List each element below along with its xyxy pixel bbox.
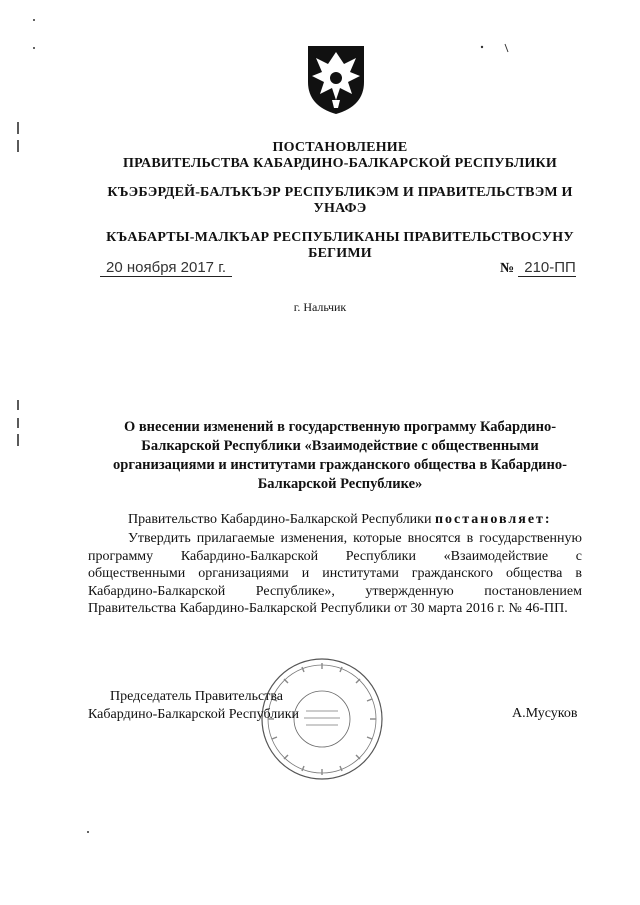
subject-line: организациями и институтами гражданского общества в Кабардино- <box>113 457 567 473</box>
title-line: ПРАВИТЕЛЬСТВА КАБАРДИНО-БАЛКАРСКОЙ РЕСПУБЛИКИ <box>122 156 558 171</box>
signatory-title-line: Кабардино-Балкарской Республики <box>88 707 299 722</box>
title-line: КЪАБАРТЫ-МАЛКЪАР РЕСПУБЛИКАНЫ ПРАВИТЕЛЬСТВОСУНУ <box>106 230 574 245</box>
number-sign: № <box>500 261 515 276</box>
title-block <box>80 140 600 172</box>
signatory-name: А.Мусуков <box>512 706 578 721</box>
title-line: БЕГИМИ <box>308 246 372 261</box>
signatory-title <box>88 688 299 724</box>
subject-line: Балкарской Республики «Взаимодействие с общественными <box>141 438 539 454</box>
decree-prefix: Правительство Кабардино-Балкарской Республики <box>128 512 435 527</box>
body-text <box>88 530 582 618</box>
number-value: 210-ПП <box>518 259 576 277</box>
document-number <box>500 259 590 277</box>
decree-verb: постановляет: <box>434 512 552 527</box>
title-line: КЪЭБЭРДЕЙ-БАЛЪКЪЭР РЕСПУБЛИКЭМ И ПРАВИТЕЛЬСТВЭМ И <box>107 185 573 200</box>
coat-of-arms-icon <box>302 42 370 116</box>
balkar-title <box>80 230 600 262</box>
city: г. Нальчик <box>293 300 347 314</box>
subject-heading <box>100 418 580 494</box>
decree-line <box>128 512 552 528</box>
signatory-title-line: Председатель Правительства <box>110 689 283 704</box>
document-date: 20 ноября 2017 г. <box>100 259 232 277</box>
body-paragraph: Утвердить прилагаемые изменения, которые вносятся в государственную программу Кабардино-Балкарской Республики «Взаимодействие с общественными организациями и институтами гражданского общества в Кабардино-Балкарской Республике», утвержденную постановлением Правительства Кабардино-Балкарской Республики от 30 марта 2016 г. № 46-ПП. <box>88 531 582 616</box>
kabardian-title <box>80 185 600 217</box>
title-line: ПОСТАНОВЛЕНИЕ <box>272 140 408 155</box>
title-line: УНАФЭ <box>313 201 367 216</box>
subject-line: О внесении изменений в государственную программу Кабардино- <box>123 419 557 435</box>
subject-line: Балкарской Республике» <box>257 476 423 492</box>
